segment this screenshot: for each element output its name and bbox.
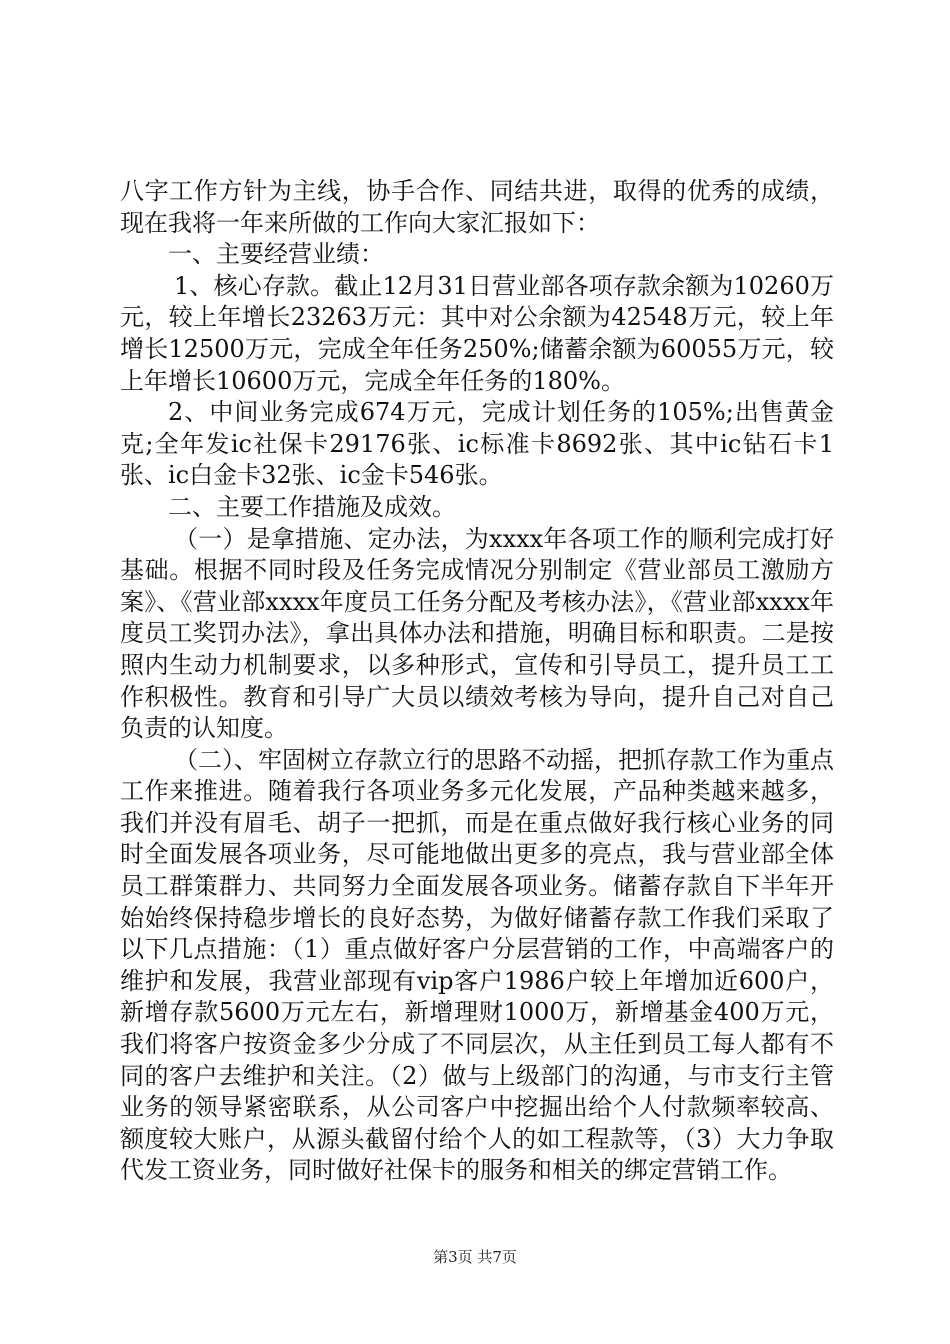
paragraph-core-deposits: 1、核心存款。截止12月31日营业部各项存款余额为10260万元，较上年增长23263万元：其中对公余额为42548万元，较上年增长12500万元，完成全年任务250%;储蓄余额为60055万元，较上年增长10600万元，完成全年任务的180%。: [120, 271, 834, 395]
paragraph-intro-continuation: 八字工作方针为主线，协手合作、同结共进，取得的优秀的成绩，现在我将一年来所做的工作向大家汇报如下：: [120, 177, 834, 237]
paragraph-measure-two: （二）、牢固树立存款立行的思路不动摇，把抓存款工作为重点工作来推进。随着我行各项业务多元化发展，产品种类越来越多，我们并没有眉毛、胡子一把抓，而是在重点做好我行核心业务的同时全面发展各项业务，尽可能地做出更多的亮点，我与营业部全体员工群策群力、共同努力全面发展各项业务。储蓄存款自下半年开始始终保持稳步增长的良好态势，为做好储蓄存款工作我们采取了以下几点措施：（1）重点做好客户分层营销的工作，中高端客户的维护和发展，我营业部现有vip客户1986户较上年增加近600户，新增存款5600万元左右，新增理财1000万，新增基金400万元，我们将客户按资金多少分成了不同层次，从主任到员工每人都有不同的客户去维护和关注。（2）做与上级部门的沟通，与市支行主管业务的领导紧密联系，从公司客户中挖掘出给个人付款频率较高、额度较大账户，从源头截留付给个人的如工程款等，（3）大力争取代发工资业务，同时做好社保卡的服务和相关的绑定营销工作。: [120, 745, 834, 1185]
paragraph-measure-one: （一）是拿措施、定办法，为xxxx年各项工作的顺利完成打好基础。根据不同时段及任务完成情况分别制定《营业部员工激励方案》、《营业部xxxx年度员工任务分配及考核办法》，《营业部xxxx年度员工奖罚办法》，拿出具体办法和措施，明确目标和职责。二是按照内生动力机制要求，以多种形式，宣传和引导员工，提升员工工作积极性。教育和引导广大员以绩效考核为导向，提升自己对自己负责的认知度。: [120, 524, 834, 743]
page-number-footer: 第3页 共7页: [433, 1248, 517, 1266]
document-body: [120, 176, 834, 1187]
heading-business-results: 一、主要经营业绩：: [168, 240, 384, 269]
heading-work-measures: 二、主要工作措施及成效。: [168, 492, 456, 521]
paragraph-intermediate-business: 2、中间业务完成674万元，完成计划任务的105%;出售黄金克;全年发ic社保卡29176张、ic标准卡8692张、其中ic钻石卡1张、ic白金卡32张、ic金卡546张。: [120, 398, 834, 490]
